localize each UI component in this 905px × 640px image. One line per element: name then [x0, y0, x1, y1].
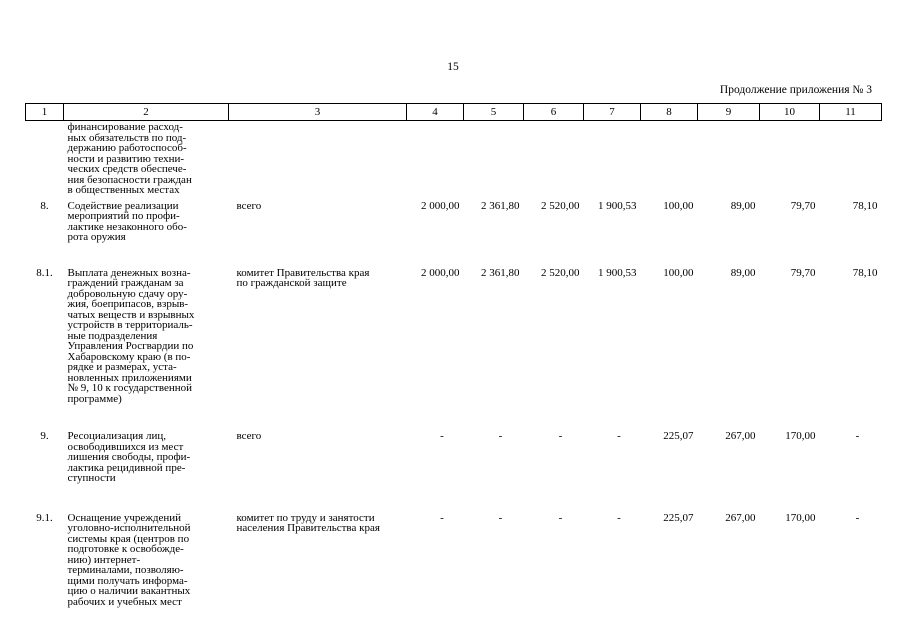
value-cell: 2 000,00: [421, 266, 460, 279]
value-cell: 170,00: [785, 511, 816, 524]
value-cell: -: [617, 430, 621, 442]
value-cell: 100,00: [663, 266, 694, 279]
value-cell: -: [498, 430, 503, 442]
value-cell: 78,10: [852, 199, 878, 212]
value-cell: 267,00: [725, 430, 756, 442]
column-header: 2: [64, 104, 229, 121]
value-cell: 1 900,53: [598, 266, 637, 279]
executor: всего: [236, 199, 262, 212]
value-cell: -: [440, 511, 444, 524]
row-number: 9.1.: [36, 511, 53, 524]
executor: всего: [236, 430, 262, 442]
page-number: 15: [447, 61, 459, 73]
activity-name: Ресоциализация лиц, освободившихся из мест лишения свободы, профи- лактика рецидивной пре- ступности: [67, 430, 191, 484]
appendix-continuation-note: Продолжение приложения № 3: [719, 84, 872, 96]
value-cell: 225,07: [663, 430, 694, 442]
column-header: 5: [464, 104, 524, 121]
column-number-header-row: [26, 104, 882, 121]
table-row: [26, 196, 882, 243]
column-header: 11: [820, 104, 882, 121]
column-header: 3: [229, 104, 407, 121]
value-cell: 89,00: [730, 199, 756, 212]
value-cell: -: [440, 430, 444, 442]
column-header: 9: [698, 104, 760, 121]
value-cell: 79,70: [790, 199, 816, 212]
value-cell: -: [558, 511, 563, 524]
table-row: [26, 243, 882, 405]
row-number: 9.: [40, 430, 49, 442]
row-number: 8.: [40, 199, 49, 212]
value-cell: 267,00: [725, 511, 756, 524]
table-row: [26, 484, 882, 608]
table-row: [26, 404, 882, 484]
value-cell: 225,07: [663, 511, 694, 524]
row-number: 8.1.: [36, 266, 53, 279]
value-cell: -: [617, 511, 621, 524]
column-header: 8: [641, 104, 698, 121]
value-cell: 170,00: [785, 430, 816, 442]
value-cell: -: [498, 511, 503, 524]
value-cell: 79,70: [790, 266, 816, 279]
executor: комитет по труду и занятости населения Правительства края: [236, 511, 380, 534]
value-cell: 1 900,53: [598, 199, 637, 212]
value-cell: 89,00: [730, 266, 756, 279]
value-cell: -: [855, 511, 860, 524]
value-cell: 78,10: [852, 266, 878, 279]
column-header: 1: [26, 104, 64, 121]
value-cell: -: [855, 430, 860, 442]
value-cell: -: [558, 430, 563, 442]
value-cell: 2 000,00: [421, 199, 460, 212]
value-cell: 100,00: [663, 199, 694, 212]
value-cell: 2 361,80: [481, 266, 520, 279]
column-header: 10: [760, 104, 820, 121]
activity-name: Содействие реализации мероприятий по профи- лактике незаконного обо- рота оружия: [67, 199, 187, 243]
value-cell: 2 520,00: [541, 199, 580, 212]
value-cell: 2 520,00: [541, 266, 580, 279]
column-header: 7: [584, 104, 641, 121]
table-row-continuation: [26, 121, 882, 196]
column-header: 4: [407, 104, 464, 121]
executor: комитет Правительства края по гражданской защите: [236, 266, 370, 289]
activity-name: Оснащение учреждений уголовно-исполнительной системы края (центров по подготовке к освобожде- нию) интернет- терминалами, позволяю- щими получать информа- цию о наличии вакантных рабочих и учебных мест: [67, 511, 191, 608]
activity-name: Выплата денежных возна- граждений гражданам за добровольную сдачу ору- жия, боеприпасов, взрыв- чатых веществ и взрывных устройств в территориаль- ные подразделения Управления Росгвардии по Хабаровскому краю (в по- рядке и размерах, уста- новленных приложениями № 9, 10 к государственной программе): [67, 266, 195, 405]
value-cell: 2 361,80: [481, 199, 520, 212]
program-activities-table: [25, 103, 882, 607]
column-header: 6: [524, 104, 584, 121]
activity-name-continuation: финансирование расход- ных обязательств по под- держанию работоспособ- ности и развитию техни- ческих средств обеспече- ния безопасности граждан в общественных местах: [67, 121, 192, 196]
